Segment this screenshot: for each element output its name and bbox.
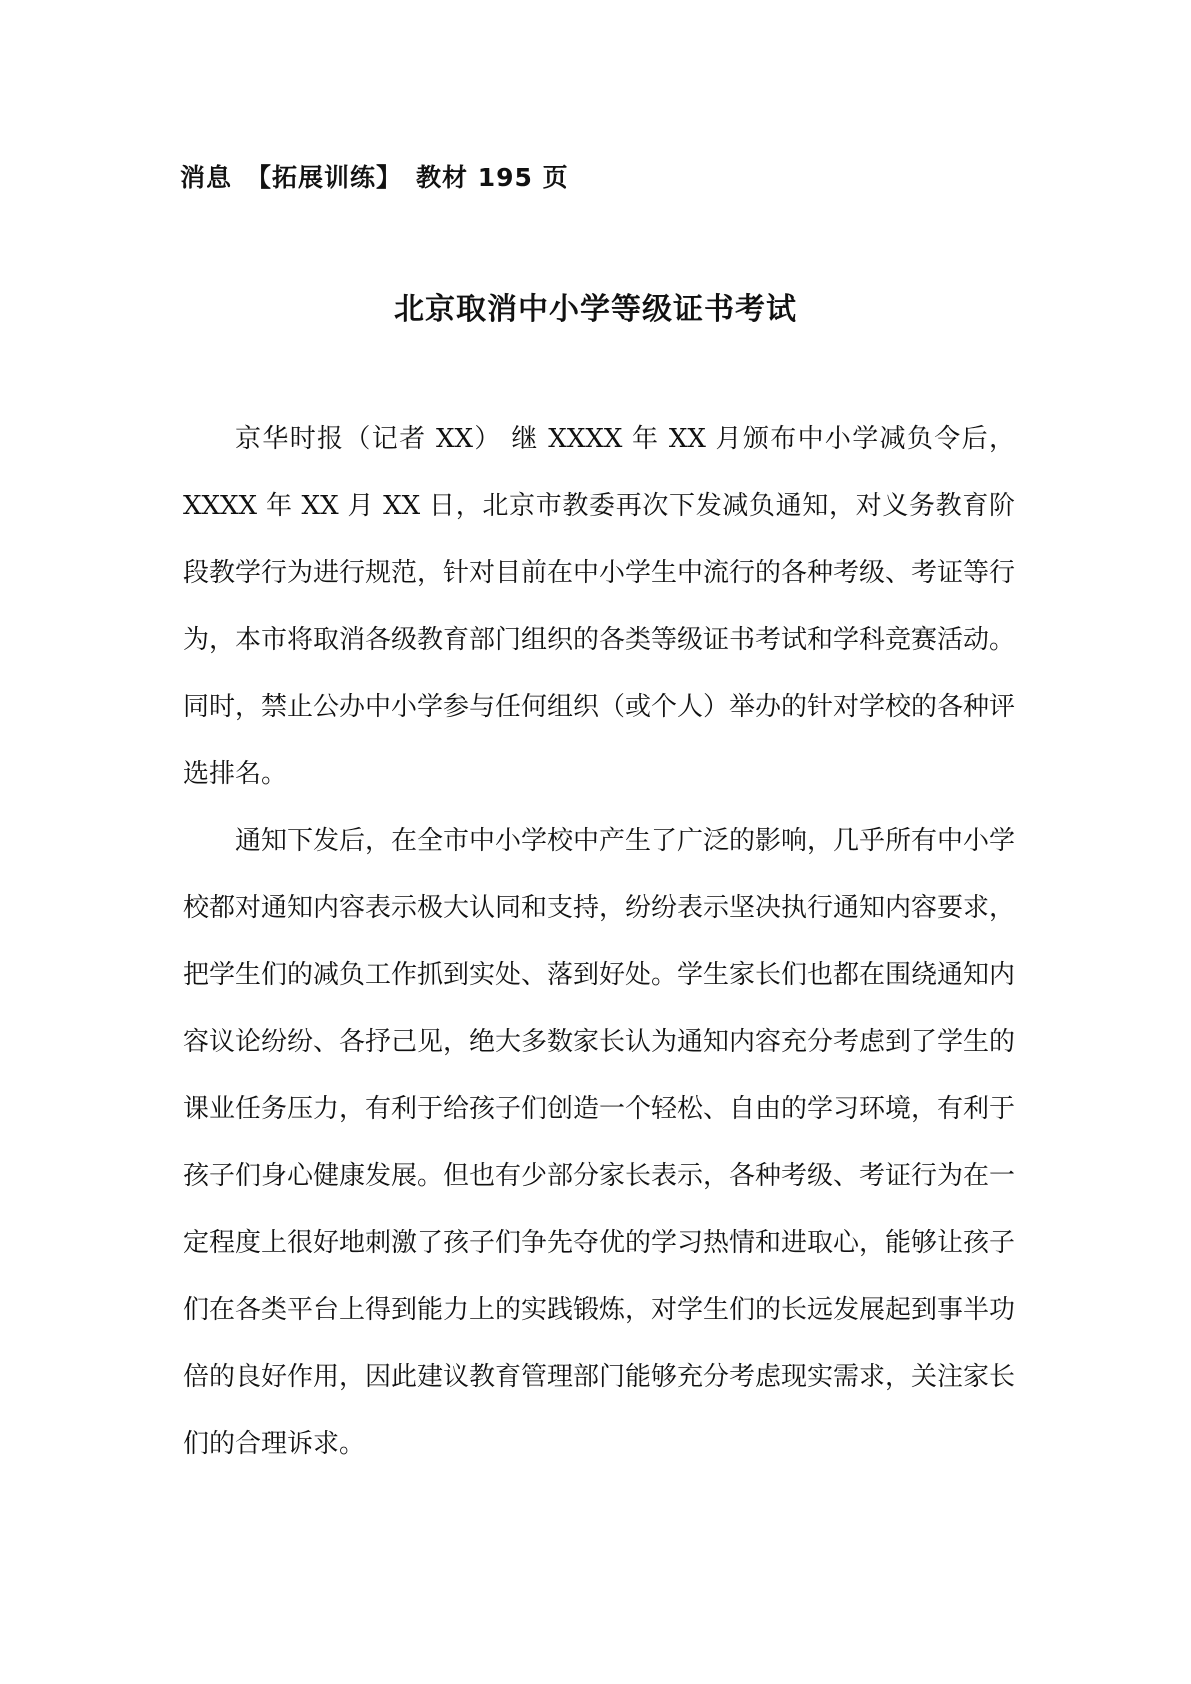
paragraph-1: 京华时报（记者 XX） 继 XXXX 年 XX 月颁布中小学减负令后，XXXX 年 XX 月 XX 日，北京市教委再次下发减负通知，对义务教育阶段教学行为进行规范，针对目前在中小学生中流行的各种考级、考证等行为，本市将取消各级教育部门组织的各类等级证书考试和学科竞赛活动。同时，禁止公办中小学参与任何组织（或个人）举办的针对学校的各种评选排名。 xyxy=(183,424,1016,789)
article-title: 北京取消中小学等级证书考试 xyxy=(394,292,797,327)
paragraph-2: 通知下发后，在全市中小学校中产生了广泛的影响，几乎所有中小学校都对通知内容表示极大认同和支持，纷纷表示坚决执行通知内容要求，把学生们的减负工作抓到实处、落到好处。学生家长们也都在围绕通知内容议论纷纷、各抒己见，绝大多数家长认为通知内容充分考虑到了学生的课业任务压力，有利于给孩子们创造一个轻松、自由的学习环境，有利于孩子们身心健康发展。但也有少部分家长表示，各种考级、考证行为在一定程度上很好地刺激了孩子们争先夺优的学习热情和进取心，能够让孩子们在各类平台上得到能力上的实践锻炼，对学生们的长远发展起到事半功倍的良好作用，因此建议教育管理部门能够充分考虑现实需求，关注家长们的合理诉求。 xyxy=(183,826,1016,1459)
page-header xyxy=(180,158,569,194)
header-reference: 教材 195 页 xyxy=(416,163,569,192)
article-body xyxy=(183,406,1015,1478)
header-category: 消息 xyxy=(180,163,233,192)
header-section: 【拓展训练】 xyxy=(246,163,403,192)
